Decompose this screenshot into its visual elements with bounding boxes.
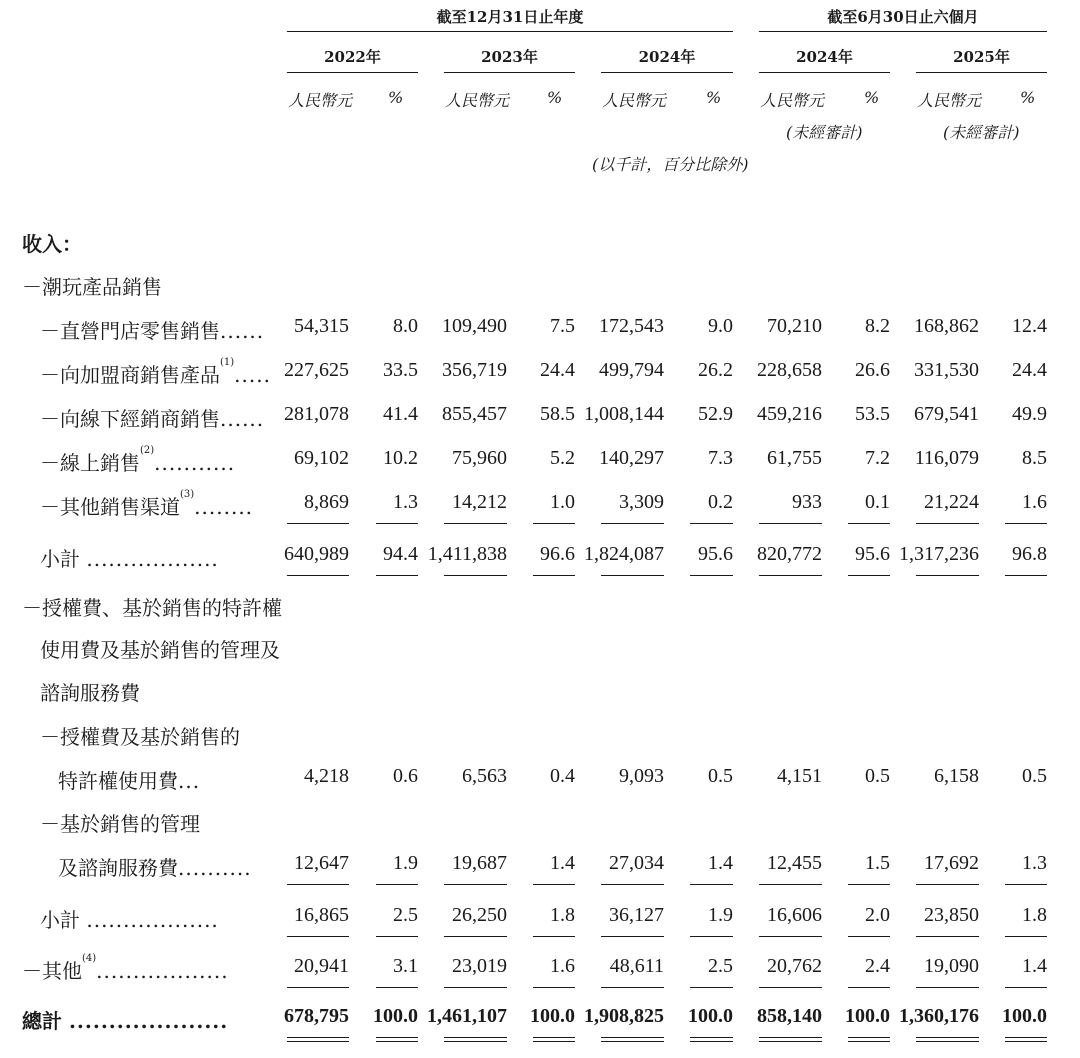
cell-subtotal2-pct-2023: 1.8 (550, 904, 575, 926)
leader-dots: .................... (68, 1009, 229, 1033)
cell-franchise-pct-2025-h1: 24.4 (1012, 359, 1047, 381)
cell-total-pct-2025-h1: 100.0 (1002, 1005, 1047, 1027)
cell-subtotal-rmb-2024-h1: 820,772 (757, 543, 822, 565)
label-online: －線上銷售$^{(2)}$........... (40, 445, 236, 475)
cell-subtotal2-rmb-2024: 36,127 (609, 904, 664, 926)
cell-mgmt-pct-2023: 1.4 (550, 852, 575, 874)
underline-subtotal-pct-2024 (690, 575, 733, 576)
underline-mgmt-rmb-2025-h1 (916, 884, 979, 885)
label-license-line2: 使用費及基於銷售的管理及 (40, 638, 280, 662)
label-mgmt-line1: －基於銷售的管理 (40, 812, 200, 836)
double-underline-total-rmb-2025-h1 (916, 1037, 979, 1042)
cell-franchise-rmb-2022: 227,625 (284, 359, 349, 381)
cell-direct-store-pct-2023: 7.5 (550, 315, 575, 337)
underline-subtotal-pct-2023 (533, 575, 575, 576)
unit-rmb-2024-h1: 人民幣元 (760, 91, 825, 110)
unit-rmb-2025-h1: 人民幣元 (917, 91, 982, 110)
cell-online-pct-2025-h1: 8.5 (1022, 447, 1047, 469)
leader-dots: ..... (234, 363, 271, 387)
footnote-ref: (3) (180, 489, 195, 500)
underline-mgmt-rmb-2022 (287, 884, 349, 885)
cell-direct-store-pct-2022: 8.0 (393, 315, 418, 337)
cell-mgmt-rmb-2023: 19,687 (452, 852, 507, 874)
cell-franchise-pct-2024-h1: 26.6 (855, 359, 890, 381)
underline-others-rmb-2022 (287, 987, 349, 988)
year-rule-2025-h1 (916, 72, 1047, 73)
underline-other-channels-pct-2025-h1 (1005, 523, 1047, 524)
year-header-2024: 2024年 (638, 48, 696, 66)
unit-pct-2024-h1: % (864, 88, 880, 107)
unit-pct-2023: % (547, 88, 563, 107)
label-mgmt-line2: 及諮詢服務費.......... (58, 856, 252, 880)
cell-others-rmb-2024-h1: 20,762 (767, 955, 822, 977)
cell-others-pct-2023: 1.6 (550, 955, 575, 977)
cell-subtotal2-pct-2025-h1: 1.8 (1022, 904, 1047, 926)
underline-subtotal-rmb-2024 (601, 575, 664, 576)
cell-direct-store-rmb-2022: 54,315 (294, 315, 349, 337)
cell-subtotal-rmb-2023: 1,411,838 (427, 543, 507, 565)
cell-royalty-rmb-2023: 6,563 (462, 765, 507, 787)
cell-royalty-pct-2022: 0.6 (393, 765, 418, 787)
cell-royalty-pct-2025-h1: 0.5 (1022, 765, 1047, 787)
underline-subtotal2-pct-2022 (376, 936, 418, 937)
cell-royalty-pct-2023: 0.4 (550, 765, 575, 787)
cell-other-channels-rmb-2025-h1: 21,224 (924, 491, 979, 513)
label-subtotal2: 小計 .................. (40, 908, 219, 932)
cell-subtotal2-pct-2024: 1.9 (708, 904, 733, 926)
underline-others-rmb-2023 (444, 987, 507, 988)
cell-total-pct-2024: 100.0 (688, 1005, 733, 1027)
underline-subtotal2-pct-2024-h1 (848, 936, 890, 937)
cell-offline-dist-pct-2023: 58.5 (540, 403, 575, 425)
cell-total-pct-2022: 100.0 (373, 1005, 418, 1027)
underline-subtotal-pct-2025-h1 (1005, 575, 1047, 576)
cell-others-pct-2022: 3.1 (393, 955, 418, 977)
leader-dots: ... (178, 769, 201, 793)
cell-direct-store-rmb-2025-h1: 168,862 (914, 315, 979, 337)
cell-total-rmb-2024-h1: 858,140 (757, 1005, 822, 1027)
leader-dots: ........ (194, 495, 254, 519)
cell-online-rmb-2024: 140,297 (599, 447, 664, 469)
thousand-note: (以千計，百分比除外) (592, 155, 749, 174)
unaudited-2025-h1: (未經審計) (943, 123, 1020, 142)
underline-others-pct-2023 (533, 987, 575, 988)
cell-mgmt-rmb-2025-h1: 17,692 (924, 852, 979, 874)
underline-subtotal2-pct-2024 (690, 936, 733, 937)
double-underline-total-rmb-2024 (601, 1037, 664, 1042)
year-rule-2022 (287, 72, 418, 73)
cell-franchise-rmb-2024-h1: 228,658 (757, 359, 822, 381)
cell-online-rmb-2023: 75,960 (452, 447, 507, 469)
cell-others-rmb-2022: 20,941 (294, 955, 349, 977)
cell-offline-dist-pct-2024: 52.9 (698, 403, 733, 425)
cell-mgmt-pct-2024-h1: 1.5 (865, 852, 890, 874)
double-underline-total-pct-2024 (690, 1037, 733, 1042)
underline-subtotal2-rmb-2024-h1 (759, 936, 822, 937)
label-others: －其他$^{(4)}$.................. (22, 953, 229, 983)
underline-subtotal-rmb-2022 (287, 575, 349, 576)
unit-rmb-2022: 人民幣元 (288, 91, 353, 110)
cell-mgmt-rmb-2024-h1: 12,455 (767, 852, 822, 874)
cell-others-pct-2024-h1: 2.4 (865, 955, 890, 977)
cell-other-channels-pct-2025-h1: 1.6 (1022, 491, 1047, 513)
label-toy-sales: －潮玩產品銷售 (22, 275, 162, 299)
group-rule-fiscal-year (287, 31, 733, 32)
cell-subtotal-rmb-2024: 1,824,087 (584, 543, 664, 565)
cell-subtotal2-pct-2024-h1: 2.0 (865, 904, 890, 926)
double-underline-total-rmb-2023 (444, 1037, 507, 1042)
cell-mgmt-rmb-2022: 12,647 (294, 852, 349, 874)
underline-other-channels-rmb-2025-h1 (916, 523, 979, 524)
cell-franchise-pct-2023: 24.4 (540, 359, 575, 381)
underline-mgmt-pct-2023 (533, 884, 575, 885)
cell-other-channels-pct-2023: 1.0 (550, 491, 575, 513)
cell-subtotal2-rmb-2025-h1: 23,850 (924, 904, 979, 926)
underline-mgmt-pct-2025-h1 (1005, 884, 1047, 885)
cell-others-rmb-2023: 23,019 (452, 955, 507, 977)
underline-others-rmb-2024-h1 (759, 987, 822, 988)
cell-royalty-rmb-2025-h1: 6,158 (934, 765, 979, 787)
leader-dots: ...... (220, 319, 265, 343)
cell-others-pct-2025-h1: 1.4 (1022, 955, 1047, 977)
label-other-channels: －其他銷售渠道$^{(3)}$........ (40, 489, 254, 519)
cell-other-channels-pct-2024: 0.2 (708, 491, 733, 513)
unit-pct-2024: % (706, 88, 722, 107)
cell-other-channels-rmb-2023: 14,212 (452, 491, 507, 513)
cell-total-pct-2023: 100.0 (530, 1005, 575, 1027)
underline-subtotal-pct-2024-h1 (848, 575, 890, 576)
label-royalty-line1: －授權費及基於銷售的 (40, 725, 240, 749)
underline-other-channels-rmb-2024-h1 (759, 523, 822, 524)
label-direct-store: －直營門店零售銷售...... (40, 319, 265, 343)
cell-subtotal2-rmb-2022: 16,865 (294, 904, 349, 926)
cell-online-pct-2024: 7.3 (708, 447, 733, 469)
leader-dots: .................. (86, 547, 219, 571)
cell-others-rmb-2024: 48,611 (609, 955, 664, 977)
underline-subtotal2-pct-2023 (533, 936, 575, 937)
cell-subtotal-pct-2025-h1: 96.8 (1012, 543, 1047, 565)
cell-royalty-rmb-2024: 9,093 (619, 765, 664, 787)
footnote-ref: (1) (220, 357, 235, 368)
underline-others-pct-2024-h1 (848, 987, 890, 988)
cell-offline-dist-pct-2024-h1: 53.5 (855, 403, 890, 425)
leader-dots: ...... (220, 407, 265, 431)
unit-rmb-2023: 人民幣元 (445, 91, 510, 110)
cell-other-channels-rmb-2022: 8,869 (304, 491, 349, 513)
underline-subtotal2-rmb-2022 (287, 936, 349, 937)
label-offline-dist: －向線下經銷商銷售...... (40, 407, 265, 431)
underline-subtotal2-rmb-2024 (601, 936, 664, 937)
cell-other-channels-pct-2024-h1: 0.1 (865, 491, 890, 513)
underline-other-channels-pct-2024-h1 (848, 523, 890, 524)
underline-mgmt-rmb-2024 (601, 884, 664, 885)
cell-total-pct-2024-h1: 100.0 (845, 1005, 890, 1027)
underline-mgmt-pct-2024 (690, 884, 733, 885)
year-header-2023: 2023年 (481, 48, 538, 66)
cell-online-rmb-2022: 69,102 (294, 447, 349, 469)
cell-direct-store-rmb-2023: 109,490 (442, 315, 507, 337)
underline-mgmt-pct-2024-h1 (848, 884, 890, 885)
cell-subtotal2-pct-2022: 2.5 (393, 904, 418, 926)
cell-online-rmb-2025-h1: 116,079 (914, 447, 979, 469)
cell-royalty-rmb-2022: 4,218 (304, 765, 349, 787)
cell-other-channels-rmb-2024: 3,309 (619, 491, 664, 513)
footnote-ref: (2) (140, 445, 155, 456)
cell-direct-store-pct-2024: 9.0 (708, 315, 733, 337)
label-total: 總計 .................... (22, 1009, 229, 1033)
cell-other-channels-pct-2022: 1.3 (393, 491, 418, 513)
underline-other-channels-rmb-2022 (287, 523, 349, 524)
leader-dots: .................. (86, 908, 219, 932)
cell-subtotal-pct-2024-h1: 95.6 (855, 543, 890, 565)
cell-others-pct-2024: 2.5 (708, 955, 733, 977)
underline-other-channels-pct-2022 (376, 523, 418, 524)
underline-subtotal-rmb-2023 (444, 575, 507, 576)
cell-direct-store-rmb-2024: 172,543 (599, 315, 664, 337)
double-underline-total-pct-2023 (533, 1037, 575, 1042)
underline-other-channels-rmb-2023 (444, 523, 507, 524)
cell-royalty-pct-2024: 0.5 (708, 765, 733, 787)
year-header-2025-h1: 2025年 (953, 48, 1010, 66)
cell-offline-dist-pct-2022: 41.4 (383, 403, 418, 425)
underline-other-channels-pct-2023 (533, 523, 575, 524)
cell-offline-dist-rmb-2024-h1: 459,216 (757, 403, 822, 425)
cell-royalty-pct-2024-h1: 0.5 (865, 765, 890, 787)
cell-mgmt-pct-2022: 1.9 (393, 852, 418, 874)
cell-franchise-rmb-2024: 499,794 (599, 359, 664, 381)
cell-direct-store-rmb-2024-h1: 70,210 (767, 315, 822, 337)
label-subtotal: 小計 .................. (40, 547, 219, 571)
underline-other-channels-pct-2024 (690, 523, 733, 524)
cell-mgmt-pct-2024: 1.4 (708, 852, 733, 874)
cell-direct-store-pct-2025-h1: 12.4 (1012, 315, 1047, 337)
underline-others-pct-2024 (690, 987, 733, 988)
cell-online-rmb-2024-h1: 61,755 (767, 447, 822, 469)
year-header-2024-h1: 2024年 (796, 48, 853, 66)
year-rule-2024-h1 (759, 72, 890, 73)
label-franchise: －向加盟商銷售產品$^{(1)}$..... (40, 357, 271, 387)
year-rule-2024 (601, 72, 733, 73)
cell-mgmt-pct-2025-h1: 1.3 (1022, 852, 1047, 874)
cell-subtotal-rmb-2022: 640,989 (284, 543, 349, 565)
section-title-revenue: 收入： (22, 232, 82, 256)
group-header-fiscal-year: 截至12月31日止年度 (436, 8, 584, 26)
label-license-line1: －授權費、基於銷售的特許權 (22, 596, 282, 620)
cell-subtotal-pct-2023: 96.6 (540, 543, 575, 565)
unit-pct-2025-h1: % (1020, 88, 1036, 107)
cell-franchise-pct-2024: 26.2 (698, 359, 733, 381)
underline-subtotal-rmb-2024-h1 (759, 575, 822, 576)
leader-dots: ........... (154, 451, 236, 475)
underline-others-pct-2022 (376, 987, 418, 988)
cell-total-rmb-2023: 1,461,107 (427, 1005, 507, 1027)
double-underline-total-pct-2022 (376, 1037, 418, 1042)
cell-subtotal-pct-2022: 94.4 (383, 543, 418, 565)
underline-mgmt-rmb-2023 (444, 884, 507, 885)
group-rule-six-months (759, 31, 1047, 32)
cell-subtotal-rmb-2025-h1: 1,317,236 (899, 543, 979, 565)
cell-total-rmb-2025-h1: 1,360,176 (899, 1005, 979, 1027)
leader-dots: .................. (96, 959, 229, 983)
label-license-line3: 諮詢服務費 (40, 681, 140, 705)
cell-franchise-rmb-2023: 356,719 (442, 359, 507, 381)
underline-subtotal-pct-2022 (376, 575, 418, 576)
cell-offline-dist-rmb-2023: 855,457 (442, 403, 507, 425)
leader-dots: .......... (178, 856, 252, 880)
cell-online-pct-2024-h1: 7.2 (865, 447, 890, 469)
cell-others-rmb-2025-h1: 19,090 (924, 955, 979, 977)
cell-total-rmb-2024: 1,908,825 (584, 1005, 664, 1027)
cell-royalty-rmb-2024-h1: 4,151 (777, 765, 822, 787)
cell-online-pct-2023: 5.2 (550, 447, 575, 469)
underline-subtotal-rmb-2025-h1 (916, 575, 979, 576)
footnote-ref: (4) (82, 953, 97, 964)
double-underline-total-pct-2024-h1 (848, 1037, 890, 1042)
cell-direct-store-pct-2024-h1: 8.2 (865, 315, 890, 337)
underline-mgmt-rmb-2024-h1 (759, 884, 822, 885)
cell-subtotal2-rmb-2023: 26,250 (452, 904, 507, 926)
underline-subtotal2-rmb-2025-h1 (916, 936, 979, 937)
underline-others-pct-2025-h1 (1005, 987, 1047, 988)
double-underline-total-rmb-2024-h1 (759, 1037, 822, 1042)
unit-rmb-2024: 人民幣元 (602, 91, 667, 110)
year-header-2022: 2022年 (324, 48, 381, 66)
cell-subtotal2-rmb-2024-h1: 16,606 (767, 904, 822, 926)
cell-offline-dist-rmb-2024: 1,008,144 (584, 403, 664, 425)
underline-others-rmb-2025-h1 (916, 987, 979, 988)
double-underline-total-rmb-2022 (287, 1037, 349, 1042)
underline-subtotal2-rmb-2023 (444, 936, 507, 937)
unit-pct-2022: % (388, 88, 404, 107)
year-rule-2023 (444, 72, 575, 73)
underline-subtotal2-pct-2025-h1 (1005, 936, 1047, 937)
label-royalty-line2: 特許權使用費... (58, 769, 201, 793)
cell-offline-dist-rmb-2025-h1: 679,541 (914, 403, 979, 425)
cell-mgmt-rmb-2024: 27,034 (609, 852, 664, 874)
group-header-six-months: 截至6月30日止六個月 (827, 8, 979, 26)
cell-other-channels-rmb-2024-h1: 933 (792, 491, 822, 513)
cell-franchise-pct-2022: 33.5 (383, 359, 418, 381)
cell-online-pct-2022: 10.2 (383, 447, 418, 469)
cell-offline-dist-rmb-2022: 281,078 (284, 403, 349, 425)
underline-mgmt-pct-2022 (376, 884, 418, 885)
double-underline-total-pct-2025-h1 (1005, 1037, 1047, 1042)
cell-offline-dist-pct-2025-h1: 49.9 (1012, 403, 1047, 425)
underline-other-channels-rmb-2024 (601, 523, 664, 524)
cell-franchise-rmb-2025-h1: 331,530 (914, 359, 979, 381)
cell-total-rmb-2022: 678,795 (284, 1005, 349, 1027)
cell-subtotal-pct-2024: 95.6 (698, 543, 733, 565)
unaudited-2024-h1: (未經審計) (786, 123, 863, 142)
underline-others-rmb-2024 (601, 987, 664, 988)
